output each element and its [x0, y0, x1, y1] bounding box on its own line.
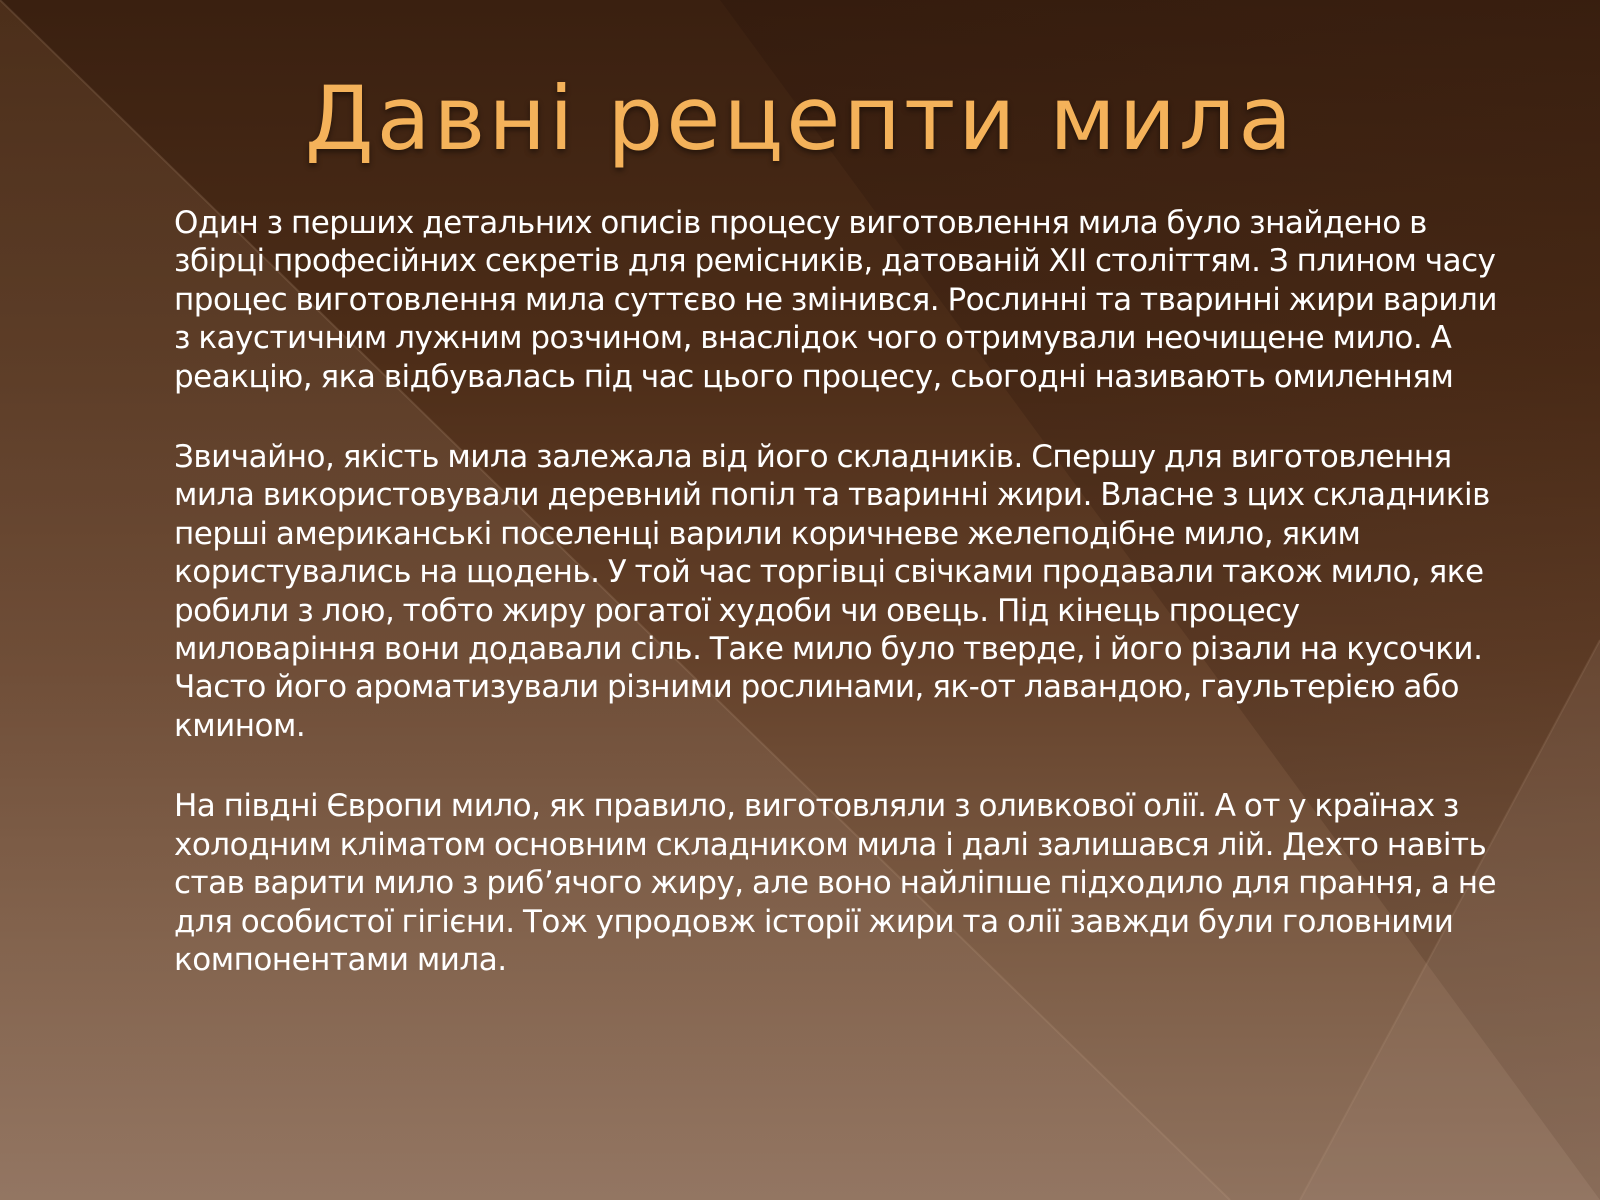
paragraph-1: Один з перших детальних описів процесу виготовлення мила було знайдено в збірці професійних секретів для ремісників, датованій XII століттям. З плином часу процес виготовлення мила суттєво не змінився. Рослинні та тваринні жири варили з каустичним лужним розчином, внаслідок чого отримували неочищене мило. А реакцію, яка відбувалась під час цього процесу, сьогодні називають омиленням [174, 205, 1497, 395]
paragraph-2: Звичайно, якість мила залежала від його складників. Спершу для виготовлення мила використовували деревний попіл та тваринні жири. Власне з цих складників перші американські поселенці варили коричневе желеподібне мило, яким користувались на щодень. У той час торгівці свічками продавали також мило, яке робили з лою, тобто жиру рогатої худоби чи овець. Під кінець процесу миловаріння вони додавали сіль. Таке мило було тверде, і його різали на кусочки. Часто його ароматизували різними рослинами, як-от лавандою, гаультерією або кмином. [174, 439, 1490, 744]
slide-title: Давні рецепти мила [304, 67, 1296, 170]
slide-body [174, 204, 1504, 979]
paragraph-3: На півдні Європи мило, як правило, виготовляли з оливкової олії. А от у країнах з холодним кліматом основним складником мила і далі залишався лій. Дехто навіть став варити мило з риб’ячого жиру, але воно найліпше підходило для прання, а не для особистої гігієни. Тож упродовж історії жири та олії завжди були головними компонентами мила. [174, 788, 1497, 978]
